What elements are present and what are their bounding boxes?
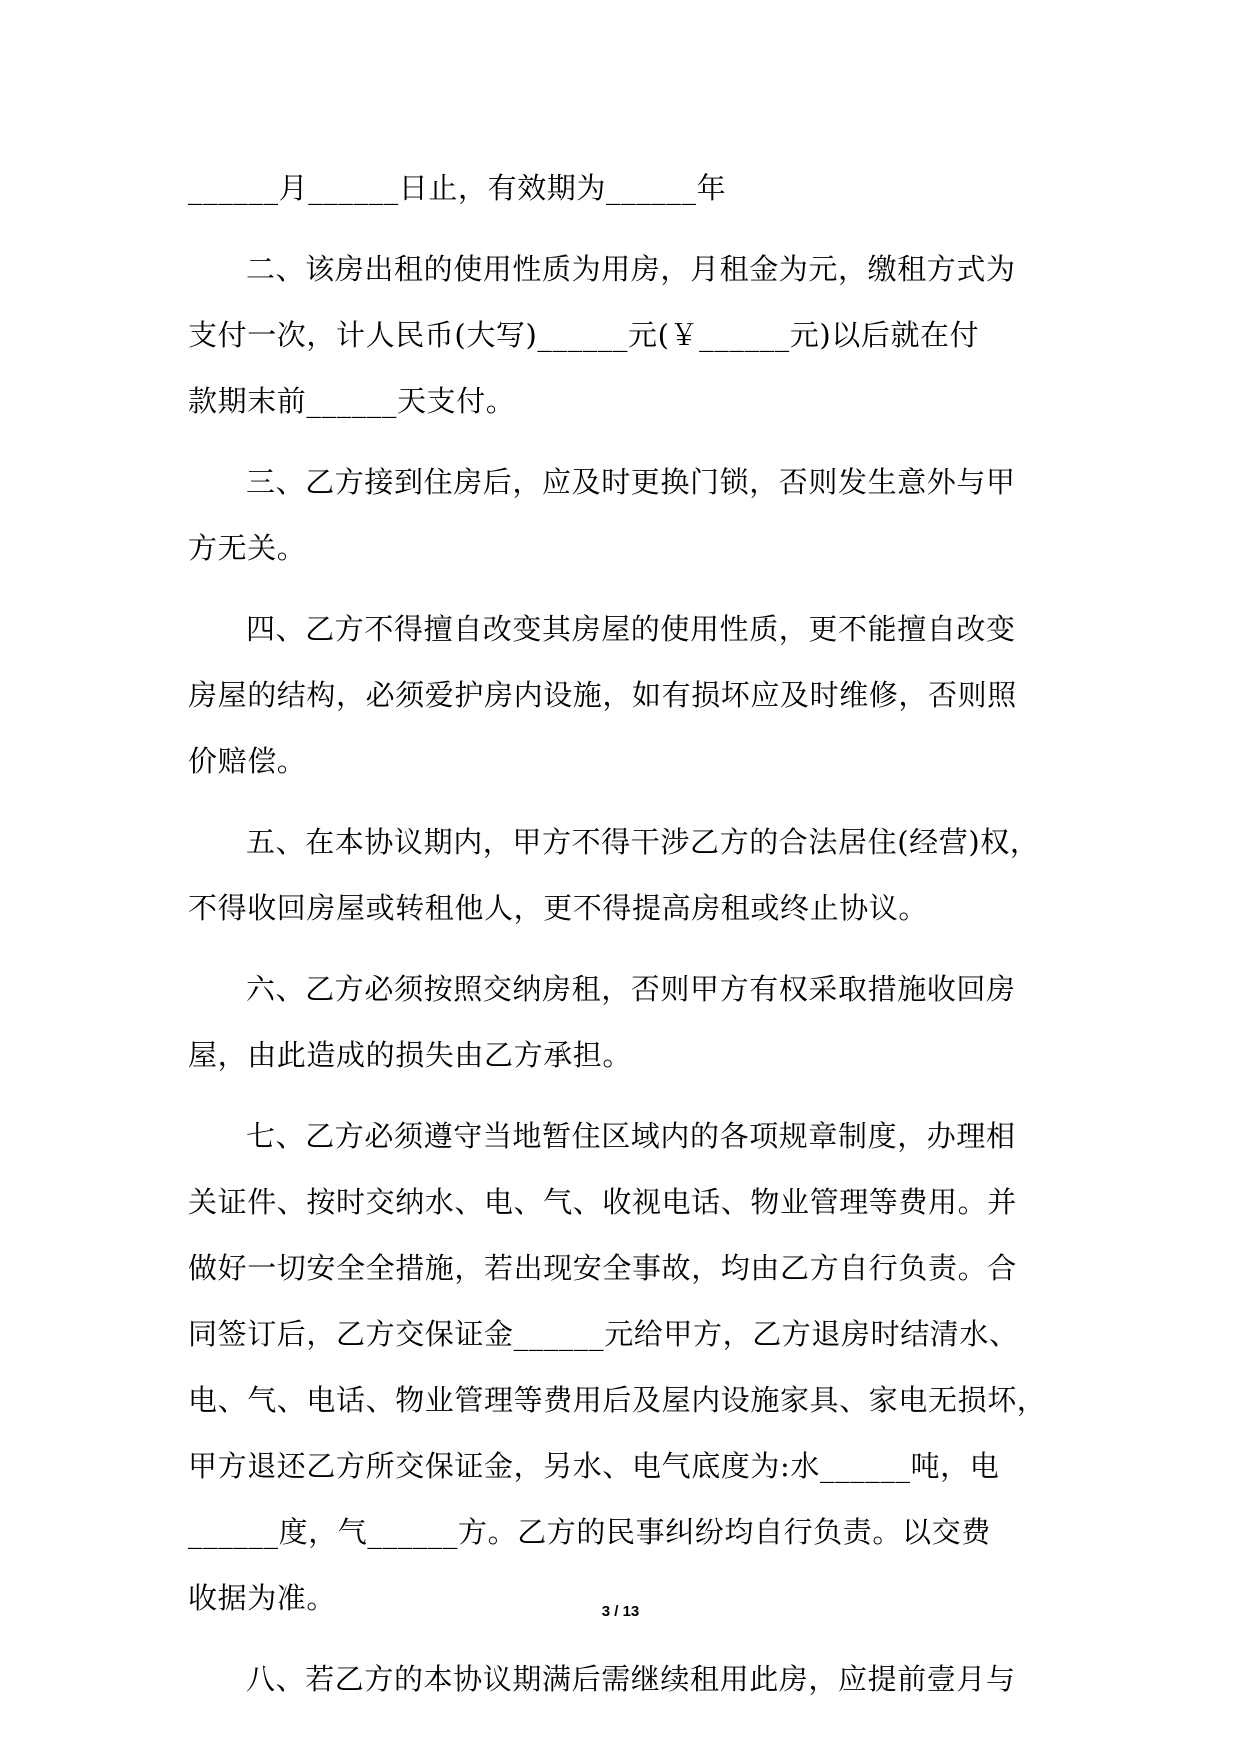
text-line: 关证件、按时交纳水、电、气、收视电话、物业管理等费用。并 [188,1185,1017,1219]
text-line: 收据为准。 [188,1581,337,1615]
paragraph-term-end [188,155,1068,221]
clause-4-usage [188,596,1068,794]
text-line: 五、在本协议期内，甲方不得干涉乙方的合法居住(经营)权， [246,825,1040,859]
text-line: 款期末前______天支付。 [188,384,516,418]
text-line: 三、乙方接到住房后，应及时更换门锁，否则发生意外与甲 [246,465,1016,499]
clause-3-locks [188,449,1068,581]
text-line: 六、乙方必须按照交纳房租，否则甲方有权采取措施收回房 [246,972,1016,1006]
text-line: 不得收回房屋或转租他人，更不得提高房租或终止协议。 [188,891,929,925]
clause-6-payment [188,956,1068,1088]
clause-2-rent [188,236,1068,434]
text-line: 七、乙方必须遵守当地暂住区域内的各项规章制度，办理相 [246,1119,1016,1153]
text-line: ______度，气______方。乙方的民事纠纷均自行负责。以交费 [188,1515,991,1549]
text-line: 方无关。 [188,531,307,565]
clause-8-renewal [188,1646,1068,1712]
text-line: 房屋的结构，必须爱护房内设施，如有损坏应及时维修，否则照 [188,678,1017,712]
text-line: 二、该房出租的使用性质为用房，月租金为元，缴租方式为 [246,252,1016,286]
page-number: 3 / 13 [601,1603,640,1620]
text-line: 屋，由此造成的损失由乙方承担。 [188,1038,633,1072]
text-line: 做好一切安全全措施，若出现安全事故，均由乙方自行负责。合 [188,1251,1017,1285]
text-line: 支付一次，计人民币(大写)______元(￥______元)以后就在付 [188,318,980,352]
clause-5-rights [188,809,1068,941]
text-line: 同签订后，乙方交保证金______元给甲方，乙方退房时结清水、 [188,1317,1019,1351]
text-line: 八、若乙方的本协议期满后需继续租用此房，应提前壹月与 [246,1662,1016,1696]
document-body [188,155,1068,1727]
text-line: 四、乙方不得擅自改变其房屋的使用性质，更不能擅自改变 [246,612,1016,646]
text-line: 价赔偿。 [188,744,307,778]
text-line: 电、气、电话、物业管理等费用后及屋内设施家具、家电无损坏， [188,1383,1047,1417]
text-line: ______月______日止，有效期为______年 [188,171,727,205]
text-line: 甲方退还乙方所交保证金，另水、电气底度为:水______吨，电 [188,1449,1000,1483]
clause-7-regulations [188,1103,1068,1631]
